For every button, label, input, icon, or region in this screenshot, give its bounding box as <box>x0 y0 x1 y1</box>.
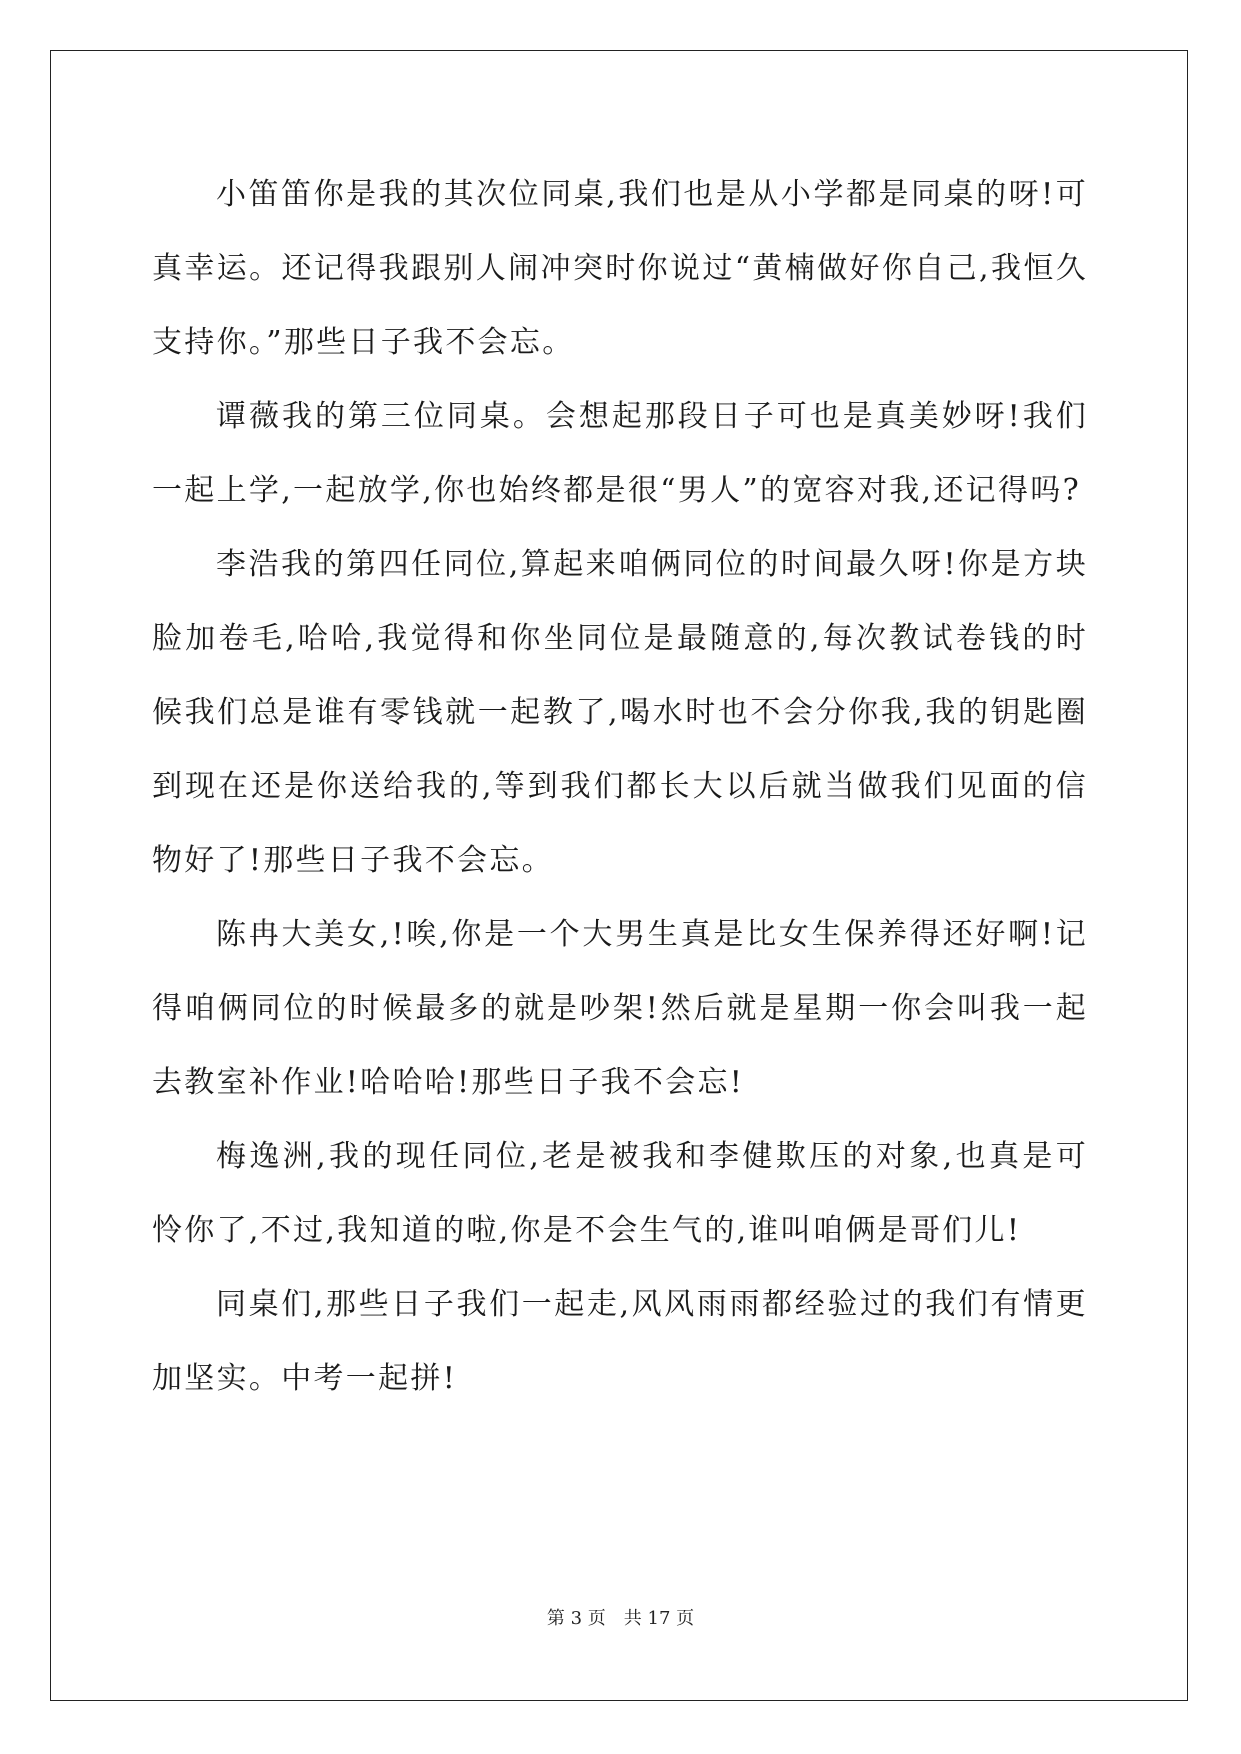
paragraph: 陈冉大美女,!唉,你是一个大男生真是比女生保养得还好啊!记得咱俩同位的时候最多的就是吵架!然后就是星期一你会叫我一起去教室补作业!哈哈哈!那些日子我不会忘! <box>152 917 1088 1100</box>
paragraph: 梅逸洲,我的现任同位,老是被我和李健欺压的对象,也真是可怜你了,不过,我知道的啦,你是不会生气的,谁叫咱俩是哥们儿! <box>152 1139 1088 1248</box>
paragraph: 同桌们,那些日子我们一起走,风风雨雨都经验过的我们有情更加坚实。中考一起拼! <box>152 1287 1088 1396</box>
document-body <box>152 158 1088 1416</box>
paragraph: 谭薇我的第三位同桌。会想起那段日子可也是真美妙呀!我们一起上学,一起放学,你也始终都是很“男人”的宽容对我,还记得吗? <box>152 399 1088 508</box>
page-number: 第 3 页 共 17 页 <box>546 1608 695 1629</box>
paragraph: 李浩我的第四任同位,算起来咱俩同位的时间最久呀!你是方块脸加卷毛,哈哈,我觉得和你坐同位是最随意的,每次教试卷钱的时候我们总是谁有零钱就一起教了,喝水时也不会分你我,我的钥匙圈到现在还是你送给我的,等到我们都长大以后就当做我们见面的信物好了!那些日子我不会忘。 <box>152 547 1088 878</box>
paragraph: 小笛笛你是我的其次位同桌,我们也是从小学都是同桌的呀!可真幸运。还记得我跟别人闹冲突时你说过“黄楠做好你自己,我恒久支持你。”那些日子我不会忘。 <box>152 177 1088 360</box>
